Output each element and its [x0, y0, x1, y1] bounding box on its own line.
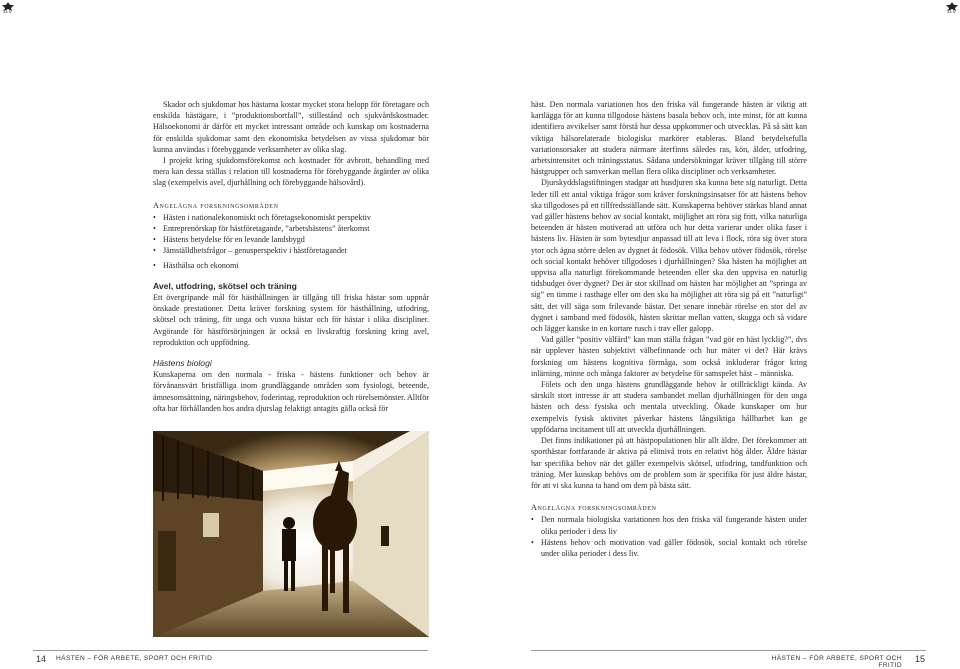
paragraph: Skador och sjukdomar hos hästarna kostar mycket stora belopp för företagare och enskilda hästägare, i ”produktionsbortfall”, stillestånd och sjukvårdskostnader. Hälsoekonomi är därför ett mycket intressant område och kunskap om kostnaderna för enskilda sjukdomar samt den ekonomiska betydelsen av vissa sjukdomar bör kunna användas i förebyggande verksamheter av olika slag. — [153, 100, 429, 154]
paragraph: häst. Den normala variationen hos den friska väl fungerande hästen är viktig att kartlägga för att kunna tillgodose hästens basala behov och, inte minst, för att kunna identifiera avvikelser samt förstå hur dessa uppkommer och utvecklas. På så sätt kan viktiga hälsorelaterade biologiska markörer etableras. Bland betydelsefulla variationsorsaker att studera närmare återfinns således ras, kön, ålder, utfodring, arbetsintensitet och träningsstatus. Sådana undersökningar kräver tillgång till större hästgrupper och samverkan mellan flera olika discipliner och verksamheter. — [531, 100, 807, 177]
list-item: • Hästens behov och motivation vad gäller födosök, social kontakt och rörelse under olika perioder i dess liv. — [531, 537, 807, 559]
horse-illustration — [153, 431, 429, 637]
footer-divider-left — [33, 650, 428, 651]
list-item: • Den normala biologiska variationen hos den friska väl fungerande hästen under olika perioder i dess liv — [531, 514, 807, 536]
paragraph: Ett övergripande mål för hästhållningen är tillgång till friska hästar som uppnår önskade prestationer. Detta kräver forskning system för hästhållning, utfodring, skötsel och träning, för unga och vuxna hästar och för hästar i olika discipliner. Avgörande för hästförsörjningen är också en livskraftig forskning kring avel, reproduktion och uppfödning. — [153, 293, 429, 347]
horse-stable-photo — [153, 431, 429, 637]
list-item: • Hästens betydelse för en levande landsbygd — [153, 234, 429, 245]
paragraph: I projekt kring sjukdomsförekomst och kostnader för avbrott, behandling med mera kan dessa ställas i relation till kostnaderna för förebyggande åtgärder av olika slag (exempelvis avel, djurhållning och förebyggande hälsovård). — [153, 156, 429, 188]
research-heading: Angelägna forskningsområden — [531, 503, 657, 513]
section-heading: Avel, utfodring, skötsel och träning — [153, 280, 297, 291]
research-heading: Angelägna forskningsområden — [153, 200, 279, 210]
list-item: • Hästhälsa och ekonomi — [153, 260, 429, 271]
page-number-right: 15 — [915, 654, 926, 664]
paragraph: Djurskyddslagstiftningen stadgar att husdjuren ska kunna bete sig naturligt. Detta leder till ett antal viktiga frågor som kräver forskningsinsatser för att hästens behov ska tillgodoses på ett tillfredsställande sätt. Kunskaperna behöver stärkas bland annat vad gäller hästens behov av social kontakt, möjlighet att röra sig fritt, vilka naturliga beteenden är hästen motiverad att utföra och hur detta varierar under olika faser i hästens liv. Hästen är som bytesdjur anpassad till att leva i flock, röra sig över stora ytor och ägna större delen av dygnet åt födosök. Vilka behov utöver födosök, rörelse och social kontakt behöver tillgodoses i djurhållningen? Ska hästen ha möjlighet att uppvisa alla naturligt förekommande beteenden eller ska den uppvisa en naturlig tidsbudget över dygnet? Det är stor skillnad om hästen har möjlighet att ”springa av sig” en timme i rasthage eller om den ska ha möjlighet att röra sig på ett ”naturligt” sätt, det vill säga som frilevande hästar. Det senare innebär rörelse en stor del av dygnet i samband med födosök, hästen skrittar mellan vatten, skugga och så vidare och lägger kanske in en kortare rusch i trav eller galopp. — [531, 178, 807, 334]
paragraph: Fölets och den unga hästens grundläggande behov är otillräckligt kända. Av särskilt stort intresse är att studera sambandet mellan djurhållningen för den unga hästen och dess fysiska och mentala utveckling. Ökade kunskaper om hur exempelvis fysisk aktivitet påverkar hästens långsiktiga hållbarhet kan ge uppfödarna incitament till att utveckla djurhållningen. — [531, 380, 807, 434]
list-item: • Jämställdhetsfrågor – genusperspektiv i hästföretagandet — [153, 245, 429, 256]
right-column — [531, 99, 807, 559]
footer-title-left: HÄSTEN – FÖR ARBETE, SPORT OCH FRITID — [56, 655, 213, 662]
paragraph: Kunskaperna om den normala - friska - hästens funktioner och behov är förvånansvärt bristfälliga inom grundläggande områden som fysiologi, beteende, ämnesomsättning, näringsbehov, foderintag, reproduktion och rörelsemönster. Alltför ofta har förhållanden hos andra djurslag felaktigt antagits gälla också för — [153, 370, 429, 413]
footer-divider-right — [531, 650, 926, 651]
paragraph: Vad gäller ”positiv välfärd” kan man ställa frågan ”vad gör en häst lycklig?”, dvs när upplever hästen subjektivt välbefinnande och hur mäter vi det? Här krävs forskning om hästens kognitiva förmåga, som också inkluderar frågor kring inlärning, minne och många faktorer av betydelse för samspelet häst – människa. — [531, 335, 807, 378]
logo-text-left: SLU — [3, 9, 12, 14]
paragraph: Det finns indikationer på att hästpopulationen blir allt äldre. Det förekommer att sporthästar fortfarande är aktiva på elitnivå trots en relativt hög ålder. Äldre hästar har specifika behov när det gäller exempelvis skötsel, utfodring, tandfunktion och träning. Mer kunskap behövs om de problem som är specifika för just äldre hästar, för att vi ska kunna ta hand om dem på bästa sätt. — [531, 436, 807, 490]
section-heading: Hästens biologi — [153, 358, 212, 369]
left-column — [153, 99, 429, 414]
logo-text-right: SLU — [947, 9, 956, 14]
research-list — [153, 212, 429, 271]
footer-title-right: HÄSTEN – FÖR ARBETE, SPORT OCH FRITID — [771, 655, 902, 669]
page-number-left: 14 — [36, 654, 47, 664]
list-item: • Entreprenörskap för hästföretagande, ”arbetshästens” återkomst — [153, 223, 429, 234]
research-list — [531, 514, 807, 559]
list-item: • Hästen i nationalekonomiskt och företagsekonomiskt perspektiv — [153, 212, 429, 223]
